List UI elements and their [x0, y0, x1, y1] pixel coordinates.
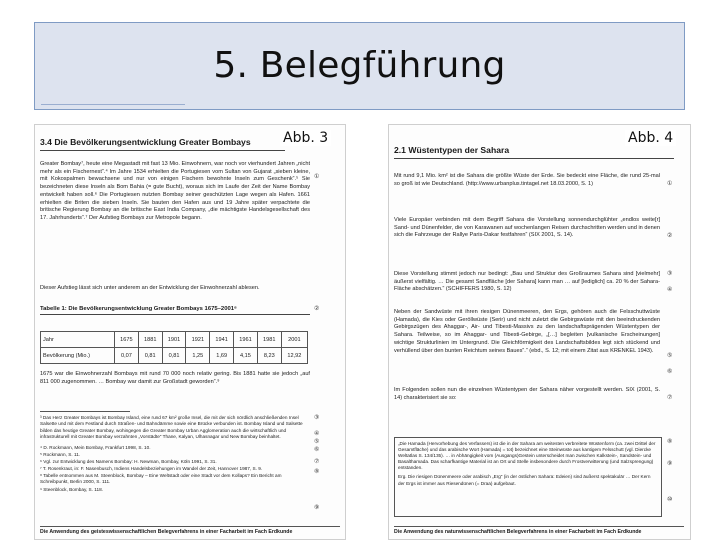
- population-table: [40, 331, 308, 364]
- footnote-5: ⁵ Rockmann, S. 11.: [40, 452, 81, 457]
- table-cell: 1981: [257, 332, 281, 348]
- quote-hamada: „Die Hamada (Hervorhebung des Verfassers) ist die in der Sahara am weitesten verbreitete Wüstenform (ca. zwei Drittel der Gesamtfläche) und das arabische Wort (Hamada) = tot) bezeichnet eine Steinwüste aus kantigem Felsschutt (vgl. Diercke Weltatlas S. 134/135). … in Abhängigkeit vom (Ausgangs)Gestein unterscheidet man zwischen Kalkstein-, Sandstein- und Basalthamada. Das scharfkantige Material ist an Ort und Stelle insbesondere durch Frostverwitterung (und Salzsprengung) entstanden.: [398, 441, 656, 471]
- table-cell: 1881: [138, 332, 162, 348]
- margin-mark: ⑧: [667, 439, 673, 445]
- table-cell: 0,07: [115, 348, 139, 364]
- footnote-8: ⁸ Tabelle entnommen aus M. Steenblock, Bombay – Eine Weltstadt oder eine Stadt vor dem Kollaps? Ein Bericht am Schreibpunkt, Berlin 2000, S. 111.: [40, 473, 282, 485]
- right-section-heading: 2.1 Wüstentypen der Sahara: [394, 145, 674, 159]
- document-scan-right: [388, 124, 691, 540]
- slide-title: 5. Belegführung: [213, 45, 506, 86]
- margin-mark: ⑨: [314, 505, 320, 511]
- margin-mark: ④: [314, 431, 320, 437]
- table-header-row: [41, 332, 308, 348]
- footnote-6: ⁶ Vgl. zur Entwicklung des Namens Bombay: H. Newman, Bombay, Köln 1991, S. 31.: [40, 459, 217, 464]
- right-paragraph-1: Mit rund 9,1 Mio. km² ist die Sahara die größte Wüste der Erde. Sie bedeckt eine Fläche, die rund 25-mal so groß ist wie Deutschland. (http://www.urbanplus.tintagel.net 18.03.2000, S. 1): [394, 173, 660, 187]
- table-cell: 0,81: [138, 348, 162, 364]
- document-scan-left: [34, 124, 346, 540]
- margin-mark: ⑤: [667, 353, 673, 359]
- right-paragraph-5: Im Folgenden sollen nun die einzelnen Wüstentypen der Sahara näher vorgestellt werden. SIX (2001, S. 14) charakterisiert sie so:: [394, 387, 660, 401]
- margin-mark: ⑤: [314, 439, 320, 445]
- table-cell: 8,23: [257, 348, 281, 364]
- margin-mark: ③: [314, 415, 320, 421]
- footnote-7: ⁷ T. Rosenkraut, in: F. Nasenbusch, Indiens Handelsbeziehungen im Wandel der Zeit, Hannover 1987, S. 9.: [40, 466, 263, 471]
- margin-mark: ④: [667, 287, 673, 293]
- table-cell: Jahr: [41, 332, 115, 348]
- margin-mark: ⑥: [667, 369, 673, 375]
- left-section-heading: 3.4 Die Bevölkerungsentwicklung Greater Bombays: [40, 137, 285, 151]
- right-page-footer: Die Anwendung des naturwissenschaftlichen Belegverfahrens in einer Facharbeit im Fach Erdkunde: [394, 526, 684, 535]
- margin-mark: ①: [314, 174, 320, 180]
- table-cell: 1675: [115, 332, 139, 348]
- right-paragraph-2: Viele Europäer verbinden mit dem Begriff Sahara die Vorstellung sonnendurchglühter „endlos weite[r] Sand- und Dünenfelder, die von Karawanen auf wochenlangen Reisen durchschritten werden und in denen sich die Fahrzeuge der Rallye Paris-Dakar festfahren“ (SIX 2001, S. 14).: [394, 217, 660, 239]
- figure-caption-left: Abb. 3: [280, 130, 331, 146]
- table-cell: 1,69: [210, 348, 234, 364]
- figure-caption-right: Abb. 4: [625, 130, 676, 146]
- quote-erg: Erg. Die riesigen Dünenmeere oder arabisch „Erg“ (in der östlichen Sahara: Edeien) sind äußerst spektakulär … Der Kern der Ergs ist immer aus Riesendünen (= Draa) aufgebaut.: [398, 474, 651, 486]
- right-paragraph-3: Diese Vorstellung stimmt jedoch nur bedingt: „Bau und Struktur des Großraumes Sahara sind [vielmehr] äußerst vielfältig. … Die gesamt Sandfläche [der Sahara] kann man … auf [lediglich] ca. 20 % der Sahara-Fläche abschätzen.“ (SCHIFFERS 1980, S. 12): [394, 271, 660, 293]
- left-table-title: Tabelle 1: Die Bevölkerungsentwicklung Greater Bombays 1675–2001⁸: [40, 306, 310, 315]
- footnote-4: ⁴ D. Rockmann, Mein Bombay, Frankfurt 1998, S. 10.: [40, 445, 151, 450]
- margin-mark: ②: [667, 233, 673, 239]
- table-row: [41, 348, 308, 364]
- table-cell: 12,92: [281, 348, 307, 364]
- table-cell: 2001: [281, 332, 307, 348]
- footnote-9: ⁹ Steenblock, Bombay, S. 118.: [40, 487, 104, 492]
- left-page-footer: Die Anwendung des geisteswissenschaftlichen Belegverfahrens in einer Facharbeit im Fach Erdkunde: [40, 526, 340, 535]
- table-cell: 0,81: [162, 348, 186, 364]
- footnote-rule: [40, 411, 130, 412]
- margin-mark: ⑧: [314, 469, 320, 475]
- table-cell: 1941: [210, 332, 234, 348]
- table-cell: Bevölkerung (Mio.): [41, 348, 115, 364]
- margin-mark: ②: [314, 306, 320, 312]
- left-paragraph-2: Dieser Aufstieg lässt sich unter anderem an der Entwicklung der Einwohnerzahl ablesen.: [40, 285, 260, 291]
- right-paragraph-4: Neben der Sandwüste mit ihren riesigen Dünenmeeren, den Ergs, gehören auch die Felsschuttwüste (Hamada), die Kies oder Geröllwüste (Serir) und nicht zuletzt die Gebirgswüste mit den beeindruckenden Gebirgszügen des Ahaggar-, Air- und Tibesti-Massivs zu den landschaftsprägenden Wüstentypen der Sahara. Teilweise, so im Ahaggar- und Tibesti-Gebirge, „[…] begleiten [vulkanische Erscheinungen] wichtige Strukturlinien im Untergrund. Die Gleichförmigkeit des Landschaftsbildes legt sich stückend und verhüllend über den bunten Reichtum seines Baues“.“ (ebd., S. 12; mit einem Zitat aus KRENKEL 1943).: [394, 309, 660, 354]
- footnote-3: ³ Das Herz Greater Bombays ist Bombay Island, eine rund 67 km² große Insel, die mit der sich nördlich anschließenden Insel Salsette und mit dem Festland durch Straßen- und Bahndämme sowie eine Brücke verbunden ist. Bombay Island und Salsette bilden das heutige Greater Bombay, wohingegen die Greater Bombay Urban Agglomeration auch die wirtschaftlich und infrastrukturell mit Greater Bombay verzahnten „Vorstädte“ Thane, Kalyan, Ulhasnagar und New Bombay beinhaltet.: [40, 415, 303, 440]
- margin-mark: ⑦: [314, 459, 320, 465]
- margin-mark: ⑥: [314, 447, 320, 453]
- left-paragraph-3: 1675 war die Einwohnerzahl Bombays mit rund 70 000 noch relativ gering. Bis 1881 hatte sie jedoch „auf 811 000 zugenommen. … Bombay war damit zur Großstadt geworden“.⁹: [40, 371, 310, 385]
- margin-mark: ③: [667, 271, 673, 277]
- slide-title-banner: [34, 22, 685, 110]
- table-cell: 1961: [234, 332, 258, 348]
- left-paragraph-1: Greater Bombay⁷, heute eine Megastadt mit fast 13 Mio. Einwohnern, war noch vor vierhundert Jahren „nicht mehr als ein Fischernest“.⁴ Im Jahre 1534 erhielten die Portugiesen vom Sultan von Gujarat „sieben kleine, mit Kokospalmen bewachsene und nur von einigen Fischern bewohnte Inseln zum Geschenk“.⁵ Sie bezeichneten diese Inseln als Bom Bahia (= gute Bucht), woraus sich im Laufe der Zeit der Name Bombay entwickelt haben soll.⁶ Die Portugiesen nutzten Bombay seiner geschützten Lage wegen als Hafen. 1661 erhielten die Briten die sieben Inseln. Sie bauten den Hafen aus und 19 Jahre später verpachtete die britische Regierung Bombay an die britische East India Company, „die mächtigste Handelsgesellschaft des 17. Jahrhunderts“.⁷ Der Aufstieg Bombays zur Metropole begann.: [40, 161, 310, 221]
- table-cell: 4,15: [234, 348, 258, 364]
- title-underline: [41, 104, 185, 105]
- margin-mark: ①: [667, 181, 673, 187]
- margin-mark: ⑩: [667, 497, 673, 503]
- table-cell: 1901: [162, 332, 186, 348]
- table-cell: 1,25: [186, 348, 210, 364]
- margin-mark: ⑦: [667, 395, 673, 401]
- quote-box: [394, 437, 662, 517]
- table-cell: 1921: [186, 332, 210, 348]
- margin-mark: ⑨: [667, 461, 673, 467]
